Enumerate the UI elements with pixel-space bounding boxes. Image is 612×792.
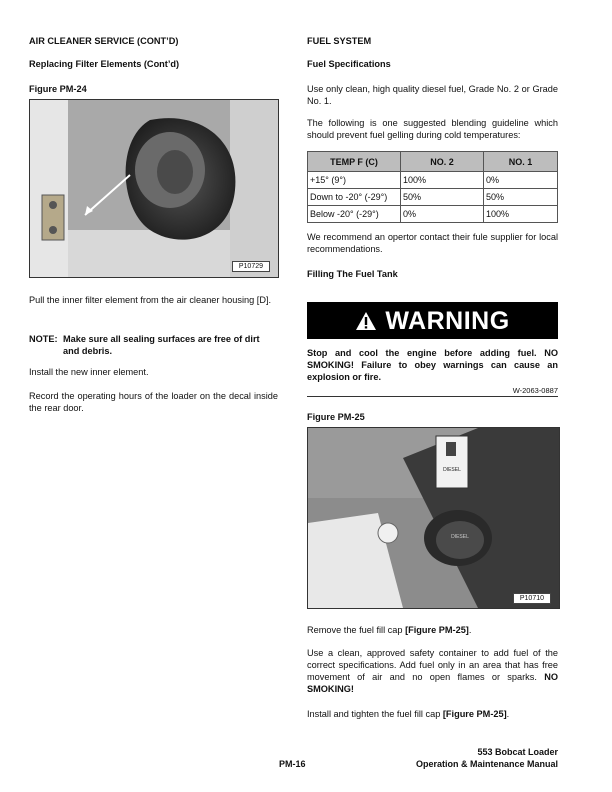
table-row [308, 189, 558, 206]
paragraph: The following is one suggested blending guideline which should prevent fuel gelling during cold temperatures: [307, 118, 558, 140]
paragraph: Use only clean, high quality diesel fuel, Grade No. 2 or Grade No. 1. [307, 84, 558, 106]
warning-word: WARNING [385, 306, 510, 335]
figure-label: Figure PM-25 [307, 412, 365, 422]
photo-code: P10710 [513, 593, 551, 604]
paragraph [307, 647, 558, 695]
table-cell: 50% [484, 189, 558, 206]
text-run: . [506, 709, 510, 719]
paragraph [307, 624, 558, 636]
manual-title [416, 746, 558, 770]
emphasis-text: NO SMOKING! [307, 672, 558, 694]
table-cell: 0% [401, 206, 484, 223]
table-cell: 50% [401, 189, 484, 206]
table-header-row [308, 152, 558, 172]
table-row [308, 206, 558, 223]
text-run: . [468, 625, 472, 635]
table-cell: 100% [484, 206, 558, 223]
table-header: NO. 1 [484, 152, 558, 172]
table-header: TEMP F (C) [308, 152, 401, 172]
photo-code: P10729 [232, 261, 270, 272]
text-run: Remove the fuel fill cap [307, 625, 406, 635]
note-block [29, 333, 278, 359]
paragraph: Pull the inner filter element from the air cleaner housing [D]. [29, 295, 272, 305]
warning-banner [307, 302, 558, 339]
figure-reference: [Figure PM-25] [405, 625, 469, 635]
table-cell: Down to -20° (-29°) [308, 189, 401, 206]
footer-line: 553 Bobcat Loader [477, 747, 558, 757]
table-cell: 0% [484, 172, 558, 189]
section-heading: FUEL SYSTEM [307, 36, 372, 46]
page-number: PM-16 [279, 759, 306, 769]
paragraph: We recommend an opertor contact their fule supplier for local recommendations. [307, 232, 558, 254]
table-row [308, 172, 558, 189]
paragraph [307, 708, 558, 720]
table-cell: 100% [401, 172, 484, 189]
fuel-fill-illustration [308, 428, 559, 608]
divider [307, 396, 558, 397]
subsection-heading: Fuel Specifications [307, 59, 391, 69]
air-cleaner-photo [29, 99, 279, 278]
paragraph: Record the operating hours of the loader on the decal inside the rear door. [29, 391, 278, 413]
table-cell: +15° (9°) [308, 172, 401, 189]
table-header: NO. 2 [401, 152, 484, 172]
warning-text: Stop and cool the engine before adding fuel. NO SMOKING! Failure to obey warnings can cause an explosion or fire. [307, 348, 558, 382]
paragraph: Install the new inner element. [29, 367, 149, 377]
warning-triangle-icon [355, 311, 377, 331]
cap-text: DIESEL [451, 534, 469, 540]
warning-code: W-2063-0887 [512, 386, 558, 395]
fuel-blend-table [307, 151, 558, 223]
note-label: NOTE: [29, 334, 58, 344]
section-heading: AIR CLEANER SERVICE (CONT’D) [29, 36, 179, 46]
footer-line: Operation & Maintenance Manual [415, 759, 558, 769]
air-cleaner-illustration [30, 100, 278, 277]
decal-text: DIESEL [443, 467, 461, 473]
table-cell: Below -20° (-29°) [308, 206, 401, 223]
subsection-heading: Filling The Fuel Tank [307, 269, 398, 279]
figure-reference: [Figure PM-25] [442, 709, 507, 719]
subsection-heading: Replacing Filter Elements (Cont’d) [29, 59, 180, 69]
note-text: Make sure all sealing surfaces are free of dirt and debris. [63, 334, 260, 356]
text-run: Install and tighten the fuel fill cap [307, 709, 443, 719]
figure-label: Figure PM-24 [29, 84, 87, 94]
text-run: Use a clean, approved safety container to add fuel of the correct specifications. Add fuel only in an area that has free movement of air and no open flames or sparks. [307, 648, 558, 682]
fuel-tank-photo [307, 427, 560, 609]
